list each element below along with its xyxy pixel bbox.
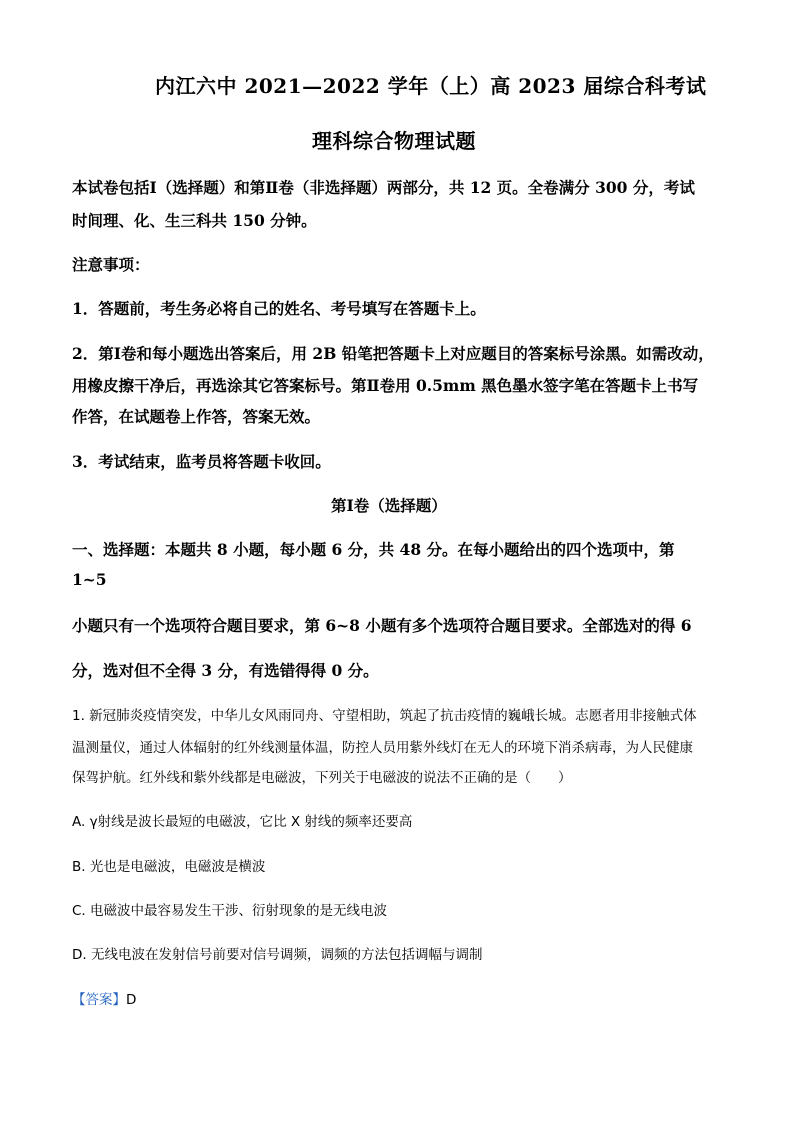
notice-item-2-line-2: 用橡皮擦干净后，再选涂其它答案标号。第Ⅱ卷用 0.5mm 黑色墨水签字笔在答题卡上书写 — [72, 376, 699, 395]
document-subtitle: 理科综合物理试题 — [312, 129, 476, 153]
document-title: 内江六中 2021—2022 学年（上）高 2023 届综合科考试 — [155, 74, 707, 98]
notice-item-1: 1．答题前，考生务必将自己的姓名、考号填写在答题卡上。 — [72, 299, 486, 318]
intro-line-2: 时间理、化、生三科共 150 分钟。 — [72, 211, 317, 230]
answer-value: D — [126, 992, 137, 1008]
section-instruction-line-4: 分，选对但不全得 3 分，有选错得得 0 分。 — [72, 661, 379, 680]
section-instruction-line-1: 一、选择题：本题共 8 小题，每小题 6 分，共 48 分。在每小题给出的四个选项中，第 — [72, 540, 675, 559]
section-instruction-line-3: 小题只有一个选项符合题目要求，第 6~8 小题有多个选项符合题目要求。全部选对的得 6 — [72, 616, 692, 635]
question-1-line-1: 1. 新冠肺炎疫情突发，中华儿女风雨同舟、守望相助，筑起了抗击疫情的巍峨长城。志愿者用非接触式体 — [72, 708, 697, 724]
question-1-line-3: 保驾护航。红外线和紫外线都是电磁波，下列关于电磁波的说法不正确的是（ ） — [72, 770, 572, 786]
notice-heading: 注意事项： — [72, 255, 150, 274]
notice-item-3: 3．考试结束，监考员将答题卡收回。 — [72, 452, 331, 471]
question-1-line-2: 温测量仪，通过人体辐射的红外线测量体温，防控人员用紫外线灯在无人的环境下消杀病毒，为人民健康 — [72, 740, 693, 756]
option-b: B. 光也是电磁波，电磁波是横波 — [72, 859, 266, 875]
option-a: A. γ射线是波长最短的电磁波，它比 X 射线的频率还要高 — [72, 814, 413, 830]
notice-item-2-line-1: 2．第Ⅰ卷和每小题选出答案后，用 2B 铅笔把答题卡上对应题目的答案标号涂黑。如需改动， — [72, 344, 714, 363]
section-instruction-line-2: 1~5 — [72, 570, 107, 589]
answer-line — [72, 988, 136, 1008]
option-d: D. 无线电波在发射信号前要对信号调频，调频的方法包括调幅与调制 — [72, 947, 483, 963]
intro-line-1: 本试卷包括Ⅰ（选择题）和第Ⅱ卷（非选择题）两部分，共 12 页。全卷满分 300 分，考试 — [72, 178, 695, 197]
section-title: 第Ⅰ卷（选择题） — [331, 496, 447, 515]
answer-tag: 【答案】 — [72, 992, 126, 1008]
notice-item-2-line-3: 作答，在试题卷上作答，答案无效。 — [72, 407, 321, 426]
option-c: C. 电磁波中最容易发生干涉、衍射现象的是无线电波 — [72, 903, 388, 919]
